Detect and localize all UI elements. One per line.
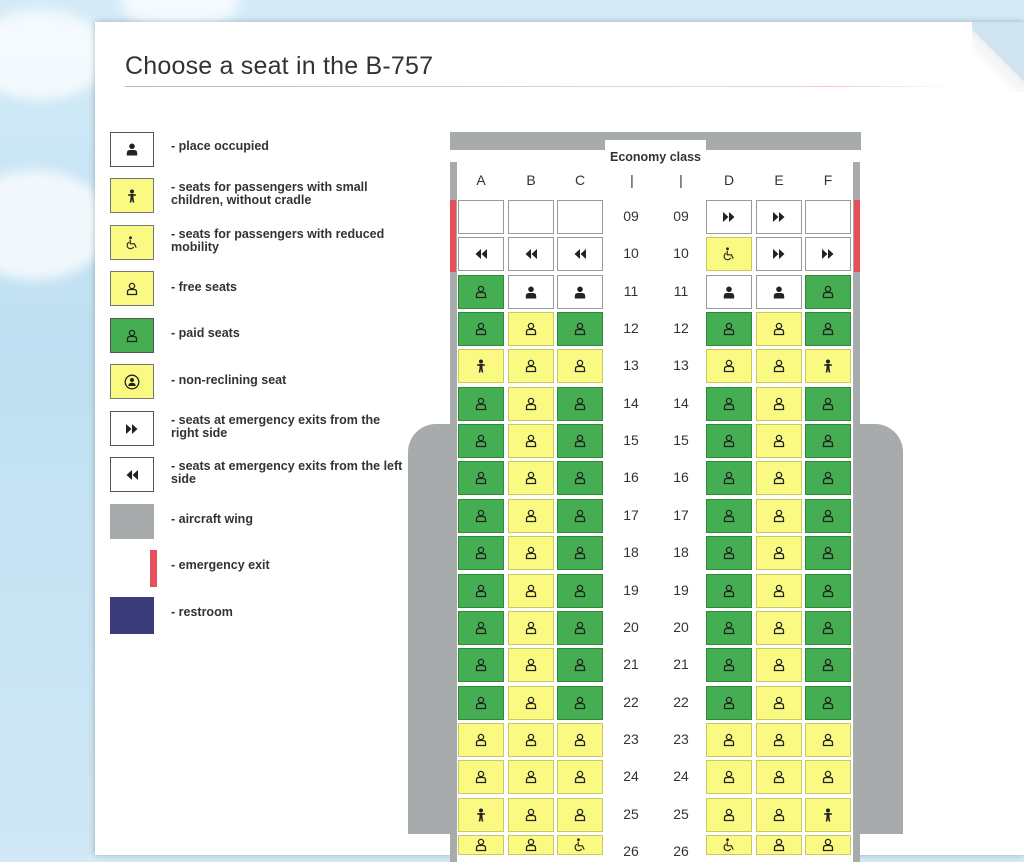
seat-11C <box>557 275 603 309</box>
seat-outline-icon <box>722 471 736 485</box>
seat-outline-icon <box>474 471 488 485</box>
seat-13B[interactable] <box>508 349 554 383</box>
seat-outline-icon <box>573 397 587 411</box>
seat-outline-icon <box>524 658 538 672</box>
legend-label: - emergency exit <box>171 558 270 572</box>
seat-outline-icon <box>524 471 538 485</box>
legend-label: - free seats <box>171 280 238 294</box>
seat-outline-icon <box>772 359 786 373</box>
seat-25D[interactable] <box>706 798 752 832</box>
seat-11D <box>706 275 752 309</box>
seat-24E[interactable] <box>756 760 802 794</box>
legend-label: - place occupied <box>171 139 269 153</box>
row-number-left: 17 <box>623 507 639 523</box>
person-icon <box>723 286 735 299</box>
seat-outline-icon <box>772 658 786 672</box>
row-number-right: 14 <box>673 395 689 411</box>
circled-person-icon <box>124 374 140 390</box>
seat-outline-icon <box>524 434 538 448</box>
seat-26C[interactable] <box>557 835 603 855</box>
seat-11F[interactable] <box>805 275 851 309</box>
seat-outline-icon <box>524 621 538 635</box>
row-number-left: 24 <box>623 768 639 784</box>
seat-12A[interactable] <box>458 312 504 346</box>
seat-19A[interactable] <box>458 574 504 608</box>
seat-15A[interactable] <box>458 424 504 458</box>
seat-outline-icon <box>722 509 736 523</box>
seat-outline-icon <box>573 808 587 822</box>
seat-21F[interactable] <box>805 648 851 682</box>
seat-outline-icon <box>573 322 587 336</box>
seat-24B[interactable] <box>508 760 554 794</box>
seat-18C[interactable] <box>557 536 603 570</box>
seat-26A[interactable] <box>458 835 504 855</box>
seat-outline-icon <box>722 359 736 373</box>
legend-swatch-reduced <box>110 225 154 260</box>
double-right-arrow-icon <box>722 211 736 223</box>
emergency-exit-right <box>854 200 860 272</box>
seat-13A[interactable] <box>458 349 504 383</box>
row-number-left: 15 <box>623 432 639 448</box>
row-number-right: 26 <box>673 843 689 859</box>
seat-09A[interactable] <box>458 200 504 234</box>
seat-10B[interactable] <box>508 237 554 271</box>
wheelchair-icon <box>573 838 587 852</box>
legend-label: - paid seats <box>171 326 240 340</box>
seat-10D[interactable] <box>706 237 752 271</box>
seat-outline-icon <box>821 471 835 485</box>
seat-14B[interactable] <box>508 387 554 421</box>
seat-10A[interactable] <box>458 237 504 271</box>
double-right-arrow-icon <box>772 248 786 260</box>
seat-20D[interactable] <box>706 611 752 645</box>
legend-label: - non-reclining seat <box>171 373 287 387</box>
seat-12E[interactable] <box>756 312 802 346</box>
aisle-marker: | <box>630 172 634 188</box>
seat-11A[interactable] <box>458 275 504 309</box>
row-number-right: 18 <box>673 544 689 560</box>
seat-outline-icon <box>474 658 488 672</box>
legend-label: - restroom <box>171 605 233 619</box>
seat-23C[interactable] <box>557 723 603 757</box>
seat-outline-icon <box>772 397 786 411</box>
seat-outline-icon <box>821 285 835 299</box>
seat-21B[interactable] <box>508 648 554 682</box>
seat-outline-icon <box>524 733 538 747</box>
seat-25F[interactable] <box>805 798 851 832</box>
seat-outline-icon <box>821 509 835 523</box>
seat-outline-icon <box>722 621 736 635</box>
wheelchair-icon <box>125 236 139 250</box>
seat-19E[interactable] <box>756 574 802 608</box>
seat-outline-icon <box>573 696 587 710</box>
seat-outline-icon <box>474 696 488 710</box>
seat-15E[interactable] <box>756 424 802 458</box>
seat-outline-icon <box>125 329 139 343</box>
seat-17D[interactable] <box>706 499 752 533</box>
seat-14D[interactable] <box>706 387 752 421</box>
seat-15C[interactable] <box>557 424 603 458</box>
seat-21A[interactable] <box>458 648 504 682</box>
seat-outline-icon <box>474 584 488 598</box>
seat-23A[interactable] <box>458 723 504 757</box>
seat-21D[interactable] <box>706 648 752 682</box>
row-number-right: 10 <box>673 245 689 261</box>
background-cloud <box>0 170 110 280</box>
seat-outline-icon <box>524 584 538 598</box>
seat-outline-icon <box>474 322 488 336</box>
seat-outline-icon <box>524 696 538 710</box>
row-number-left: 14 <box>623 395 639 411</box>
seat-outline-icon <box>573 584 587 598</box>
seat-24C[interactable] <box>557 760 603 794</box>
seat-outline-icon <box>772 322 786 336</box>
seat-23D[interactable] <box>706 723 752 757</box>
seat-outline-icon <box>125 282 139 296</box>
legend-label: - seats at emergency exits from the left side <box>171 459 403 486</box>
seat-16C[interactable] <box>557 461 603 495</box>
seat-outline-icon <box>524 322 538 336</box>
seat-19F[interactable] <box>805 574 851 608</box>
double-left-arrow-icon <box>474 248 488 260</box>
seat-outline-icon <box>722 696 736 710</box>
seat-outline-icon <box>772 770 786 784</box>
seat-14E[interactable] <box>756 387 802 421</box>
seat-09C[interactable] <box>557 200 603 234</box>
legend-label: - seats for passengers with reduced mobility <box>171 227 385 254</box>
seat-outline-icon <box>573 658 587 672</box>
seat-09F[interactable] <box>805 200 851 234</box>
seat-20B[interactable] <box>508 611 554 645</box>
seat-11B <box>508 275 554 309</box>
seat-13D[interactable] <box>706 349 752 383</box>
seat-outline-icon <box>474 838 488 852</box>
seat-outline-icon <box>821 696 835 710</box>
row-number-right: 12 <box>673 320 689 336</box>
seat-outline-icon <box>772 808 786 822</box>
seat-outline-icon <box>772 471 786 485</box>
legend-label: - seats for passengers with small children, without cradle <box>171 180 368 207</box>
seat-22D[interactable] <box>706 686 752 720</box>
seat-26B[interactable] <box>508 835 554 855</box>
seat-outline-icon <box>772 434 786 448</box>
row-number-right: 24 <box>673 768 689 784</box>
seat-17F[interactable] <box>805 499 851 533</box>
seat-12C[interactable] <box>557 312 603 346</box>
row-number-right: 11 <box>673 283 689 299</box>
seat-outline-icon <box>524 546 538 560</box>
seat-outline-icon <box>722 397 736 411</box>
child-icon <box>476 808 486 822</box>
seat-outline-icon <box>821 584 835 598</box>
row-number-left: 22 <box>623 694 639 710</box>
seat-23E[interactable] <box>756 723 802 757</box>
title-divider <box>125 86 955 87</box>
seat-24D[interactable] <box>706 760 752 794</box>
seat-15F[interactable] <box>805 424 851 458</box>
seat-outline-icon <box>722 434 736 448</box>
seat-20E[interactable] <box>756 611 802 645</box>
seat-outline-icon <box>573 621 587 635</box>
seat-22E[interactable] <box>756 686 802 720</box>
seat-17B[interactable] <box>508 499 554 533</box>
seat-outline-icon <box>722 808 736 822</box>
seat-15B[interactable] <box>508 424 554 458</box>
seat-15D[interactable] <box>706 424 752 458</box>
seat-18B[interactable] <box>508 536 554 570</box>
legend-swatch-restroom <box>110 597 154 634</box>
seat-19C[interactable] <box>557 574 603 608</box>
legend-label: - aircraft wing <box>171 512 253 526</box>
legend-swatch-free <box>110 271 154 306</box>
seat-13E[interactable] <box>756 349 802 383</box>
seat-26E[interactable] <box>756 835 802 855</box>
seat-18E[interactable] <box>756 536 802 570</box>
seat-outline-icon <box>772 838 786 852</box>
seat-20A[interactable] <box>458 611 504 645</box>
seat-outline-icon <box>722 733 736 747</box>
seat-outline-icon <box>474 509 488 523</box>
row-number-left: 26 <box>623 843 639 859</box>
seat-24A[interactable] <box>458 760 504 794</box>
column-header-E: E <box>774 172 784 188</box>
seat-12B[interactable] <box>508 312 554 346</box>
seat-outline-icon <box>821 546 835 560</box>
seat-13F[interactable] <box>805 349 851 383</box>
person-icon <box>773 286 785 299</box>
seat-12D[interactable] <box>706 312 752 346</box>
seat-outline-icon <box>573 434 587 448</box>
row-number-right: 25 <box>673 806 689 822</box>
seat-outline-icon <box>474 733 488 747</box>
seat-outline-icon <box>821 322 835 336</box>
column-header-F: F <box>823 172 833 188</box>
legend-exit-bar <box>150 550 157 587</box>
seat-12F[interactable] <box>805 312 851 346</box>
seat-09B[interactable] <box>508 200 554 234</box>
seat-11E <box>756 275 802 309</box>
seat-09D[interactable] <box>706 200 752 234</box>
seat-16D[interactable] <box>706 461 752 495</box>
seat-22A[interactable] <box>458 686 504 720</box>
wheelchair-icon <box>722 247 736 261</box>
person-icon <box>525 286 537 299</box>
seat-16E[interactable] <box>756 461 802 495</box>
row-number-left: 13 <box>623 357 639 373</box>
row-number-left: 16 <box>623 469 639 485</box>
content-page <box>95 22 1024 859</box>
seat-26D[interactable] <box>706 835 752 855</box>
legend-label: - seats at emergency exits from the right side <box>171 413 381 440</box>
row-number-right: 22 <box>673 694 689 710</box>
seat-outline-icon <box>474 621 488 635</box>
row-number-right: 15 <box>673 432 689 448</box>
seat-20F[interactable] <box>805 611 851 645</box>
row-number-left: 18 <box>623 544 639 560</box>
row-number-right: 16 <box>673 469 689 485</box>
legend-swatch-children <box>110 178 154 213</box>
seat-outline-icon <box>573 509 587 523</box>
seat-outline-icon <box>821 733 835 747</box>
seat-14F[interactable] <box>805 387 851 421</box>
seat-18F[interactable] <box>805 536 851 570</box>
row-number-left: 19 <box>623 582 639 598</box>
person-icon <box>126 143 138 156</box>
row-number-right: 21 <box>673 656 689 672</box>
economy-class-label: Economy class <box>605 140 706 166</box>
child-icon <box>127 189 137 203</box>
legend-swatch-occupied <box>110 132 154 167</box>
child-icon <box>476 359 486 373</box>
seat-outline-icon <box>821 770 835 784</box>
seat-outline-icon <box>573 359 587 373</box>
seat-outline-icon <box>524 808 538 822</box>
seat-16A[interactable] <box>458 461 504 495</box>
seat-10C[interactable] <box>557 237 603 271</box>
seat-25E[interactable] <box>756 798 802 832</box>
seat-outline-icon <box>524 838 538 852</box>
aircraft-wing-right <box>853 424 903 834</box>
row-number-left: 11 <box>623 283 639 299</box>
seat-09E[interactable] <box>756 200 802 234</box>
seat-outline-icon <box>474 397 488 411</box>
seat-23B[interactable] <box>508 723 554 757</box>
double-right-arrow-icon <box>772 211 786 223</box>
seat-13C[interactable] <box>557 349 603 383</box>
seat-outline-icon <box>821 434 835 448</box>
seat-20C[interactable] <box>557 611 603 645</box>
emergency-exit-left <box>450 200 456 272</box>
seat-24F[interactable] <box>805 760 851 794</box>
row-number-right: 19 <box>673 582 689 598</box>
seat-16B[interactable] <box>508 461 554 495</box>
double-right-arrow-icon <box>821 248 835 260</box>
row-number-right: 17 <box>673 507 689 523</box>
seat-outline-icon <box>573 770 587 784</box>
seat-outline-icon <box>772 546 786 560</box>
column-header-C: C <box>574 172 586 188</box>
seat-outline-icon <box>772 621 786 635</box>
seat-23F[interactable] <box>805 723 851 757</box>
wheelchair-icon <box>722 838 736 852</box>
double-right-arrow-icon <box>125 423 139 435</box>
person-icon <box>574 286 586 299</box>
seat-outline-icon <box>474 285 488 299</box>
child-icon <box>823 808 833 822</box>
row-number-right: 23 <box>673 731 689 747</box>
row-number-left: 21 <box>623 656 639 672</box>
seat-outline-icon <box>573 546 587 560</box>
legend-swatch-paid <box>110 318 154 353</box>
background-cloud <box>0 10 110 100</box>
column-header-D: D <box>723 172 735 188</box>
page-title: Choose a seat in the B-757 <box>125 52 434 80</box>
row-number-left: 10 <box>623 245 639 261</box>
row-number-right: 13 <box>673 357 689 373</box>
row-number-left: 09 <box>623 208 639 224</box>
column-header-B: B <box>526 172 536 188</box>
seat-outline-icon <box>722 584 736 598</box>
double-left-arrow-icon <box>573 248 587 260</box>
legend-swatch-exit-right <box>110 411 154 446</box>
seat-outline-icon <box>474 546 488 560</box>
seat-26F[interactable] <box>805 835 851 855</box>
page-curl <box>972 22 1024 92</box>
double-left-arrow-icon <box>125 469 139 481</box>
legend-swatch-exit-left <box>110 457 154 492</box>
seat-outline-icon <box>573 733 587 747</box>
seat-14A[interactable] <box>458 387 504 421</box>
seat-outline-icon <box>772 733 786 747</box>
seat-16F[interactable] <box>805 461 851 495</box>
legend-swatch-wing <box>110 504 154 539</box>
legend-swatch-nonreclining <box>110 364 154 399</box>
seat-19D[interactable] <box>706 574 752 608</box>
seat-outline-icon <box>524 770 538 784</box>
seat-outline-icon <box>573 471 587 485</box>
seat-21E[interactable] <box>756 648 802 682</box>
seat-outline-icon <box>772 696 786 710</box>
seat-10E[interactable] <box>756 237 802 271</box>
row-number-left: 20 <box>623 619 639 635</box>
seat-18D[interactable] <box>706 536 752 570</box>
seat-22B[interactable] <box>508 686 554 720</box>
seat-outline-icon <box>821 658 835 672</box>
seat-outline-icon <box>474 434 488 448</box>
seat-22C[interactable] <box>557 686 603 720</box>
seat-outline-icon <box>772 509 786 523</box>
seat-outline-icon <box>524 397 538 411</box>
seat-outline-icon <box>524 509 538 523</box>
seat-25B[interactable] <box>508 798 554 832</box>
seat-outline-icon <box>722 322 736 336</box>
seat-21C[interactable] <box>557 648 603 682</box>
seat-22F[interactable] <box>805 686 851 720</box>
seat-25C[interactable] <box>557 798 603 832</box>
seat-17C[interactable] <box>557 499 603 533</box>
row-number-right: 09 <box>673 208 689 224</box>
seat-outline-icon <box>722 658 736 672</box>
seat-17A[interactable] <box>458 499 504 533</box>
seat-outline-icon <box>474 770 488 784</box>
double-left-arrow-icon <box>524 248 538 260</box>
row-number-left: 12 <box>623 320 639 336</box>
row-number-left: 23 <box>623 731 639 747</box>
seat-18A[interactable] <box>458 536 504 570</box>
seat-19B[interactable] <box>508 574 554 608</box>
legend-swatch-exit <box>110 550 154 585</box>
child-icon <box>823 359 833 373</box>
seat-outline-icon <box>821 621 835 635</box>
row-number-left: 25 <box>623 806 639 822</box>
seat-outline-icon <box>722 770 736 784</box>
seat-outline-icon <box>821 838 835 852</box>
seat-14C[interactable] <box>557 387 603 421</box>
seat-17E[interactable] <box>756 499 802 533</box>
seat-outline-icon <box>772 584 786 598</box>
aisle-marker: | <box>679 172 683 188</box>
seat-outline-icon <box>722 546 736 560</box>
seat-25A[interactable] <box>458 798 504 832</box>
seat-outline-icon <box>821 397 835 411</box>
seat-outline-icon <box>524 359 538 373</box>
seat-10F[interactable] <box>805 237 851 271</box>
column-header-A: A <box>476 172 486 188</box>
row-number-right: 20 <box>673 619 689 635</box>
